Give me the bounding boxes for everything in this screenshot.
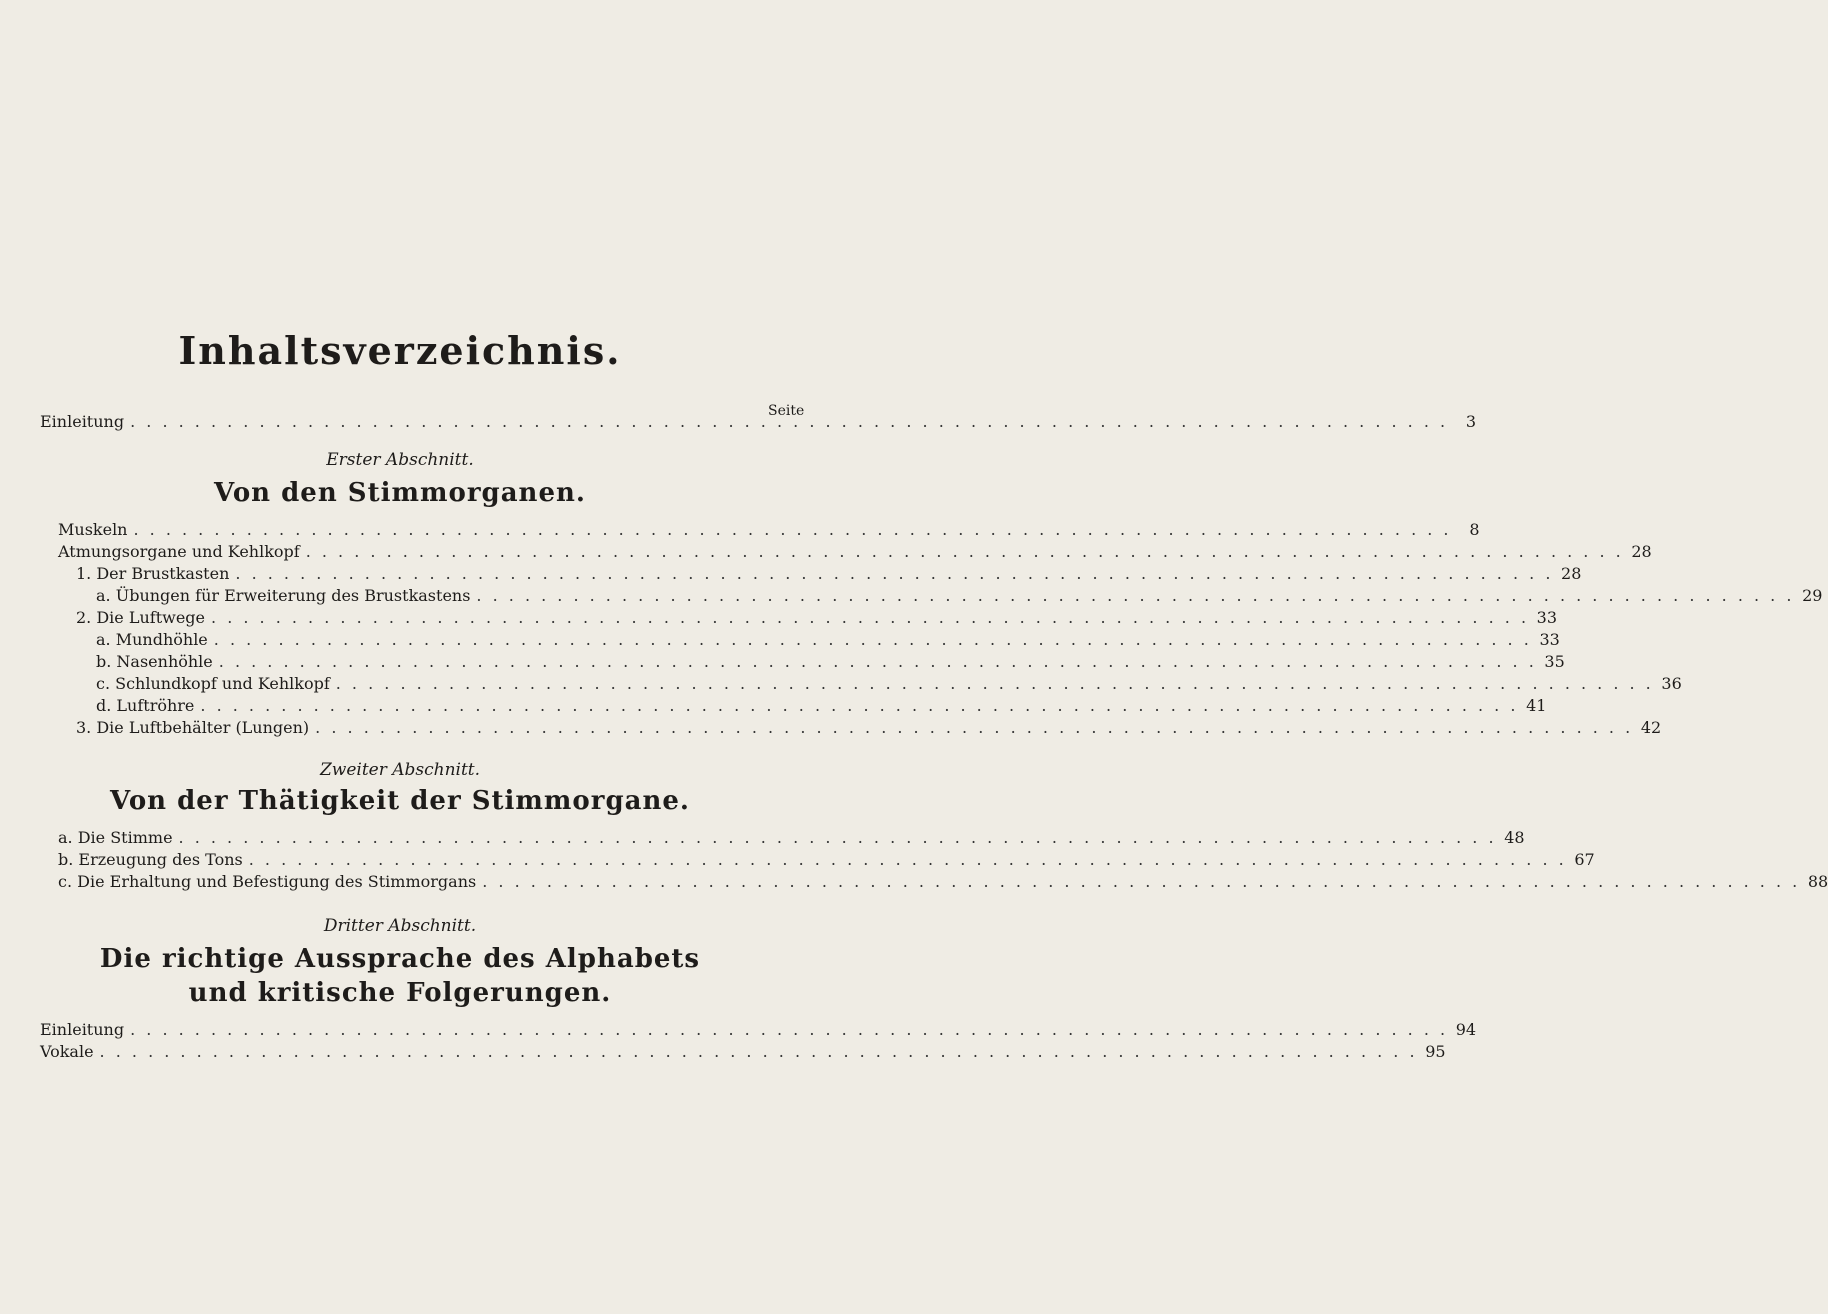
section-2-subtitle: Zweiter Abschnitt. [319, 760, 481, 780]
section-3-subtitle: Dritter Abschnitt. [323, 916, 477, 936]
toc-entry[interactable] [76, 564, 1582, 584]
toc-entry-label: a. Die Stimme [58, 828, 173, 847]
toc-entry-label: Einleitung [40, 1020, 125, 1039]
toc-entry-page: 48 [1504, 828, 1525, 847]
toc-entry[interactable] [76, 718, 1662, 738]
toc-entry[interactable] [96, 696, 1547, 716]
toc-entry[interactable] [58, 828, 1525, 848]
dot-leader [133, 520, 1451, 540]
page-column-label: Seite [768, 403, 805, 419]
toc-entry-label: c. Schlundkopf und Kehlkopf [96, 674, 330, 693]
toc-entry-page: 28 [1631, 542, 1652, 561]
dot-leader [211, 608, 1529, 628]
toc-entry-page: 94 [1455, 1020, 1477, 1039]
toc-entry-page: 29 [1802, 586, 1823, 605]
section-3-title-line-1: Die richtige Aussprache des Alphabets [99, 944, 701, 974]
toc-entry[interactable] [58, 520, 1480, 540]
dot-leader [482, 872, 1800, 892]
dot-leader [130, 1020, 1448, 1040]
toc-entry-page: 88 [1807, 872, 1828, 891]
toc-entry-label: b. Nasenhöhle [96, 652, 213, 671]
dot-leader [249, 850, 1567, 870]
toc-entry-page: 41 [1526, 696, 1547, 715]
section-1-subtitle: Erster Abschnitt. [326, 450, 474, 470]
dot-leader [214, 630, 1532, 650]
toc-entry-label: 2. Die Luftwege [76, 608, 206, 627]
toc-entry-label: Atmungsorgane und Kehlkopf [58, 542, 300, 561]
toc-entry-page: 42 [1640, 718, 1662, 737]
toc-entry-label: 3. Die Luftbehälter (Lungen) [76, 718, 310, 737]
dot-leader [130, 412, 1448, 432]
toc-entry[interactable] [58, 542, 1652, 562]
toc-entry-label: b. Erzeugung des Tons [58, 850, 243, 869]
toc-entry-page: 33 [1539, 630, 1560, 649]
toc-entry-page: 33 [1536, 608, 1558, 627]
page-title: Inhaltsverzeichnis. [178, 328, 622, 373]
toc-entry-label: a. Übungen für Erweiterung des Brustkastens [96, 586, 471, 605]
section-1-title: Von den Stimmorganen. [214, 478, 586, 508]
dot-leader [336, 674, 1654, 694]
toc-entry[interactable] [40, 1042, 1446, 1062]
toc-entry-label: c. Die Erhaltung und Befestigung des Stimmorgans [58, 872, 477, 891]
toc-entry[interactable] [58, 872, 1828, 892]
toc-entry[interactable] [40, 1020, 1477, 1040]
toc-entry-label: d. Luftröhre [96, 696, 195, 715]
toc-entry-label: 1. Der Brustkasten [76, 564, 230, 583]
toc-entry[interactable] [76, 608, 1558, 628]
toc-entry[interactable] [96, 630, 1560, 650]
dot-leader [100, 1042, 1418, 1062]
dot-leader [200, 696, 1518, 716]
dot-leader [219, 652, 1537, 672]
toc-entry[interactable] [96, 586, 1823, 606]
toc-entry[interactable] [96, 674, 1682, 694]
toc-entry-page: 67 [1574, 850, 1595, 869]
dot-leader [235, 564, 1553, 584]
section-3-title-line-2: und kritische Folgerungen. [188, 978, 612, 1008]
toc-entry-page: 35 [1544, 652, 1565, 671]
toc-entry-page: 3 [1465, 412, 1477, 431]
toc-entry-page: 36 [1661, 674, 1682, 693]
dot-leader [315, 718, 1633, 738]
toc-entry[interactable] [58, 850, 1595, 870]
section-2-title: Von der Thätigkeit der Stimmorgane. [110, 786, 690, 816]
toc-entry-page: 8 [1469, 520, 1480, 539]
toc-entry[interactable] [96, 652, 1565, 672]
toc-entry-page: 28 [1561, 564, 1582, 583]
dot-leader [306, 542, 1624, 562]
toc-entry-label: Muskeln [58, 520, 128, 539]
dot-leader [179, 828, 1497, 848]
dot-leader [476, 586, 1794, 606]
toc-entry-label: a. Mundhöhle [96, 630, 208, 649]
toc-entry-intro[interactable] [40, 412, 1477, 432]
toc-entry-page: 95 [1425, 1042, 1446, 1061]
toc-entry-label: Einleitung [40, 412, 125, 431]
toc-entry-label: Vokale [40, 1042, 94, 1061]
